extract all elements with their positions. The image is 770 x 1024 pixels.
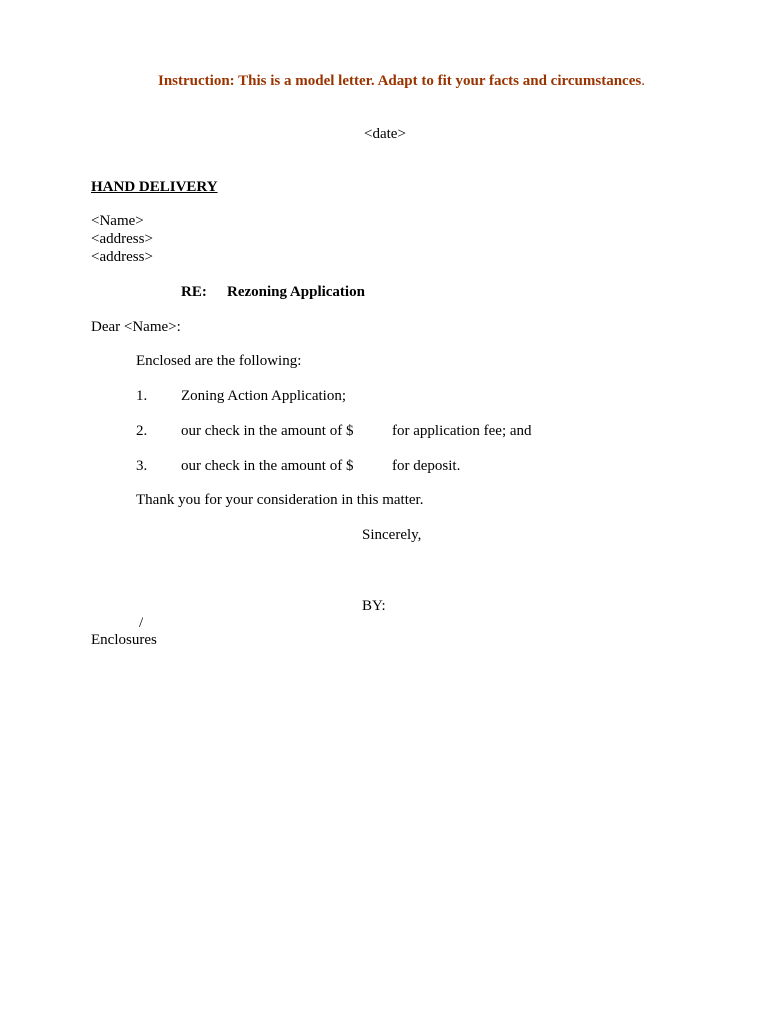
enclosure-item-2-text: our check in the amount of $ <box>181 423 354 439</box>
recipient-address-line-2: <address> <box>91 249 153 265</box>
complimentary-close: Sincerely, <box>362 527 422 543</box>
body-intro: Enclosed are the following: <box>136 353 302 369</box>
re-label: RE: <box>181 284 207 300</box>
enclosures-label: Enclosures <box>91 632 157 648</box>
instruction-note <box>158 72 645 90</box>
enclosure-item-3-text: our check in the amount of $ <box>181 458 354 474</box>
enclosure-item-1-text: Zoning Action Application; <box>181 388 346 404</box>
instruction-period: . <box>641 73 645 89</box>
enclosure-item-2-tail: for application fee; and <box>392 423 532 439</box>
closing-sentence: Thank you for your consideration in this matter. <box>136 492 424 508</box>
enclosure-item-1-number: 1. <box>136 388 148 404</box>
delivery-method: HAND DELIVERY <box>91 179 218 195</box>
salutation: Dear <Name>: <box>91 319 181 335</box>
recipient-name: <Name> <box>91 213 144 229</box>
recipient-address-line-1: <address> <box>91 231 153 247</box>
enclosure-item-2-number: 2. <box>136 423 148 439</box>
enclosure-item-3-tail: for deposit. <box>392 458 461 474</box>
enclosure-item-3-number: 3. <box>136 458 148 474</box>
initials-separator: / <box>139 615 144 631</box>
letter-date: <date> <box>364 126 406 142</box>
re-subject: Rezoning Application <box>227 284 365 300</box>
instruction-text: Instruction: This is a model letter. Adapt to fit your facts and circumstances <box>158 73 642 89</box>
signature-by-label: BY: <box>362 598 386 614</box>
